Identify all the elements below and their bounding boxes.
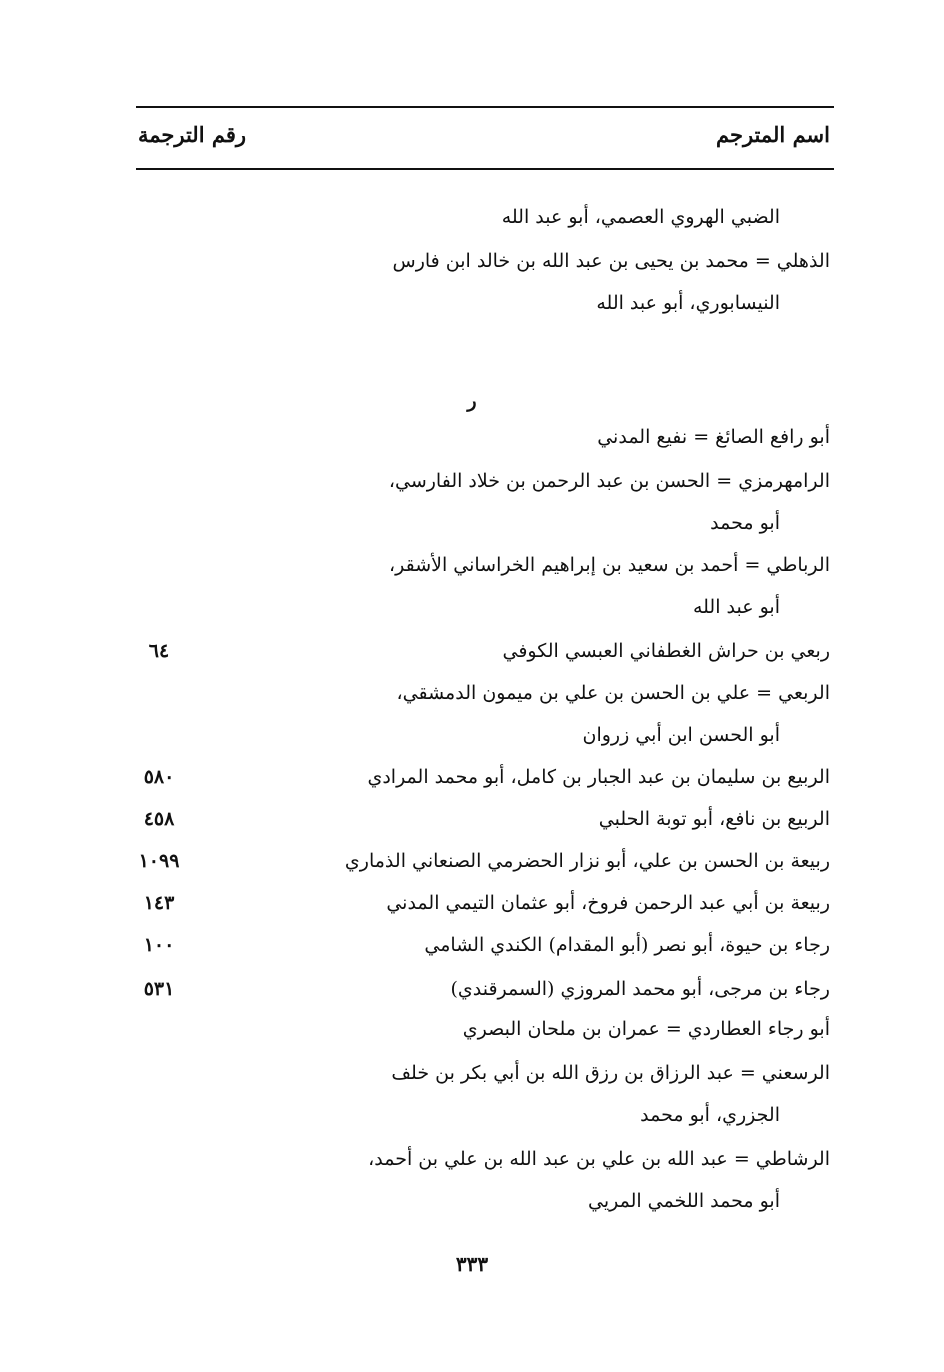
entry-line: الرشاطي = عبد الله بن علي بن عبد الله بن علي بن أحمد، (368, 1148, 830, 1170)
entry-number: ١٤٣ (143, 892, 175, 914)
entry-number: ١٠٩٩ (138, 850, 180, 872)
entry-line: النيسابوري، أبو عبد الله (596, 292, 780, 314)
entry-line: الربيع بن نافع، أبو توبة الحلبي (598, 808, 830, 830)
entry-line: رجاء بن مرجى، أبو محمد المروزي (السمرقندي) (450, 978, 830, 1000)
entry-line: الربعي = علي بن الحسن بن علي بن ميمون الدمشقي، (396, 682, 830, 704)
entry-line: أبو رافع الصائغ = نفيع المدني (597, 426, 830, 448)
entry-line: الرامهرمزي = الحسن بن عبد الرحمن بن خلاد الفارسي، (388, 470, 830, 492)
entry-number: ٥٨٠ (143, 766, 175, 788)
entry-number: ٦٤ (148, 640, 170, 662)
entry-line: الضبي الهروي العصمي، أبو عبد الله (501, 206, 780, 228)
entry-line: رجاء بن حيوة، أبو نصر (أبو المقدام) الكندي الشامي (424, 934, 830, 956)
entry-line: أبو محمد اللخمي المريي (587, 1190, 780, 1212)
entry-line: الذهلي = محمد بن يحيى بن عبد الله بن خالد ابن فارس (392, 250, 830, 272)
entry-number: ١٠٠ (143, 934, 175, 956)
entry-line: أبو الحسن ابن أبي زروان (582, 724, 780, 746)
entry-line: الجزري، أبو محمد (640, 1104, 780, 1126)
entry-number: ٥٣١ (143, 978, 175, 1000)
entry-line: ربيعة بن أبي عبد الرحمن فروخ، أبو عثمان التيمي المدني (386, 892, 830, 914)
entry-line: ربعي بن حراش الغطفاني العبسي الكوفي (502, 640, 830, 662)
entry-line: أبو محمد (710, 512, 780, 534)
entry-line: ربيعة بن الحسن بن علي، أبو نزار الحضرمي الصنعاني الذماري (344, 850, 830, 872)
entry-number: ٤٥٨ (143, 808, 175, 830)
entry-line: الرباطي = أحمد بن سعيد بن إبراهيم الخراساني الأشقر، (388, 554, 830, 576)
entry-line: الرسعني = عبد الرزاق بن رزق الله بن أبي بكر بن خلف (391, 1062, 830, 1084)
section-letter: ر (467, 390, 477, 412)
header-number-column: رقم الترجمة (138, 122, 247, 147)
entry-line: أبو عبد الله (692, 596, 780, 618)
header-name-column: اسم المترجم (716, 122, 830, 147)
entry-line: أبو رجاء العطاردي = عمران بن ملحان البصري (462, 1018, 830, 1040)
table-header (136, 106, 834, 170)
entry-line: الربيع بن سليمان بن عبد الجبار بن كامل، أبو محمد المرادي (367, 766, 830, 788)
page-number: ٣٣٣ (455, 1252, 489, 1276)
